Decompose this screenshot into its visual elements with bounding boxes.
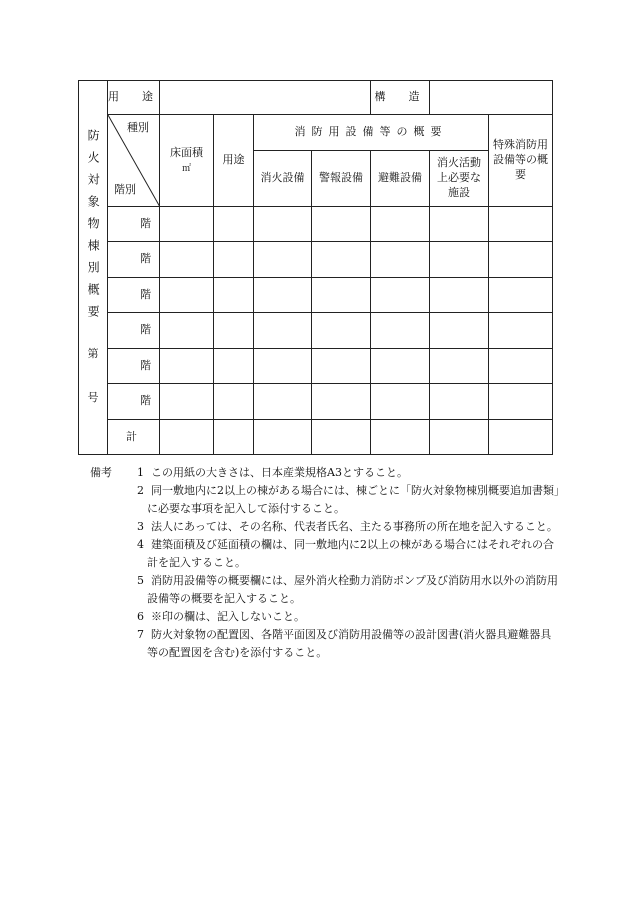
input-cell[interactable] bbox=[312, 420, 371, 455]
input-cell[interactable] bbox=[312, 313, 371, 349]
input-cell[interactable] bbox=[160, 313, 214, 349]
input-cell[interactable] bbox=[430, 420, 489, 455]
input-cell[interactable] bbox=[312, 349, 371, 384]
sub-header-extinguishing: 消火設備 bbox=[254, 151, 312, 207]
overview-header: 消防用設備等の概要 bbox=[254, 115, 489, 151]
sub-header-firefighting: 消火活動上必要な施設 bbox=[430, 151, 489, 207]
area-label: 床面積 bbox=[170, 145, 203, 159]
use2-header: 用途 bbox=[214, 115, 254, 207]
input-cell[interactable] bbox=[430, 278, 489, 313]
input-cell[interactable] bbox=[214, 384, 254, 420]
floor-row-label: 階 bbox=[108, 384, 160, 420]
input-cell[interactable] bbox=[371, 384, 430, 420]
note-item: 備考 1 この用紙の大きさは、日本産業規格A3とすること。 bbox=[90, 464, 560, 482]
structure-label: 構 造 bbox=[371, 81, 430, 115]
input-cell[interactable] bbox=[214, 278, 254, 313]
input-cell[interactable] bbox=[489, 278, 553, 313]
input-cell[interactable] bbox=[312, 278, 371, 313]
sub-header-evacuation: 避難設備 bbox=[371, 151, 430, 207]
notes-section bbox=[90, 464, 560, 662]
type-floor-header bbox=[108, 115, 160, 207]
fire-prevention-building-form bbox=[78, 80, 553, 455]
input-cell[interactable] bbox=[254, 349, 312, 384]
input-cell[interactable] bbox=[254, 242, 312, 278]
input-cell[interactable] bbox=[489, 384, 553, 420]
input-cell[interactable] bbox=[371, 349, 430, 384]
input-cell[interactable] bbox=[214, 420, 254, 455]
input-cell[interactable] bbox=[254, 313, 312, 349]
notes-title: 備考 bbox=[90, 466, 112, 479]
input-cell[interactable] bbox=[430, 313, 489, 349]
input-cell[interactable] bbox=[312, 242, 371, 278]
input-cell[interactable] bbox=[160, 349, 214, 384]
input-cell[interactable] bbox=[371, 242, 430, 278]
floor-row-label: 階 bbox=[108, 349, 160, 384]
floor-row-label: 階 bbox=[108, 313, 160, 349]
input-cell[interactable] bbox=[254, 207, 312, 242]
input-cell[interactable] bbox=[254, 420, 312, 455]
input-cell[interactable] bbox=[214, 313, 254, 349]
input-cell[interactable] bbox=[254, 278, 312, 313]
side-title: 防火対象物棟別概要 bbox=[86, 128, 101, 327]
input-cell[interactable] bbox=[489, 207, 553, 242]
side-number-prefix: 第 bbox=[87, 346, 99, 360]
input-cell[interactable] bbox=[430, 207, 489, 242]
input-cell[interactable] bbox=[160, 384, 214, 420]
input-cell[interactable] bbox=[160, 242, 214, 278]
input-cell[interactable] bbox=[371, 420, 430, 455]
note-item: 2 同一敷地内に2以上の棟がある場合には、棟ごとに「防火対象物棟別概要追加書類」に必要な事項を記入して添付すること。 bbox=[137, 484, 560, 515]
note-item: 5 消防用設備等の概要欄には、屋外消火栓動力消防ポンプ及び消防用水以外の消防用設備等の概要を記入すること。 bbox=[137, 574, 558, 605]
area-header bbox=[160, 115, 214, 207]
area-unit: ㎡ bbox=[181, 163, 191, 174]
floor-label: 階別 bbox=[114, 183, 136, 197]
floor-row-label: 階 bbox=[108, 242, 160, 278]
input-cell[interactable] bbox=[371, 313, 430, 349]
input-cell[interactable] bbox=[489, 242, 553, 278]
side-title-cell bbox=[79, 81, 108, 455]
sub-header-alarm: 警報設備 bbox=[312, 151, 371, 207]
use-label: 用 途 bbox=[108, 81, 160, 115]
use-value-cell[interactable] bbox=[160, 81, 371, 115]
input-cell[interactable] bbox=[214, 349, 254, 384]
type-label: 種別 bbox=[127, 121, 149, 134]
input-cell[interactable] bbox=[489, 313, 553, 349]
total-label: 計 bbox=[108, 420, 160, 455]
input-cell[interactable] bbox=[312, 207, 371, 242]
floor-row-label: 階 bbox=[108, 207, 160, 242]
input-cell[interactable] bbox=[371, 278, 430, 313]
input-cell[interactable] bbox=[214, 242, 254, 278]
input-cell[interactable] bbox=[430, 242, 489, 278]
input-cell[interactable] bbox=[371, 207, 430, 242]
input-cell[interactable] bbox=[489, 420, 553, 455]
input-cell[interactable] bbox=[254, 384, 312, 420]
structure-value-cell[interactable] bbox=[430, 81, 553, 115]
input-cell[interactable] bbox=[160, 420, 214, 455]
input-cell[interactable] bbox=[214, 207, 254, 242]
building-overview-table bbox=[78, 80, 553, 455]
note-item: 7 防火対象物の配置図、各階平面図及び消防用設備等の設計図書(消火器具避難器具等の配置図を含む)を添付すること。 bbox=[137, 628, 552, 659]
input-cell[interactable] bbox=[430, 349, 489, 384]
input-cell[interactable] bbox=[489, 349, 553, 384]
special-header: 特殊消防用設備等の概要 bbox=[489, 115, 553, 207]
input-cell[interactable] bbox=[160, 278, 214, 313]
floor-row-label: 階 bbox=[108, 278, 160, 313]
note-item: 6 ※印の欄は、記入しないこと。 bbox=[137, 610, 305, 623]
input-cell[interactable] bbox=[160, 207, 214, 242]
input-cell[interactable] bbox=[430, 384, 489, 420]
side-number-suffix: 号 bbox=[87, 391, 99, 405]
note-item: 3 法人にあっては、その名称、代表者氏名、主たる事務所の所在地を記入すること。 bbox=[137, 520, 558, 533]
note-item: 4 建築面積及び延面積の欄は、同一敷地内に2以上の棟がある場合にはそれぞれの合計を記入すること。 bbox=[137, 538, 554, 569]
input-cell[interactable] bbox=[312, 384, 371, 420]
